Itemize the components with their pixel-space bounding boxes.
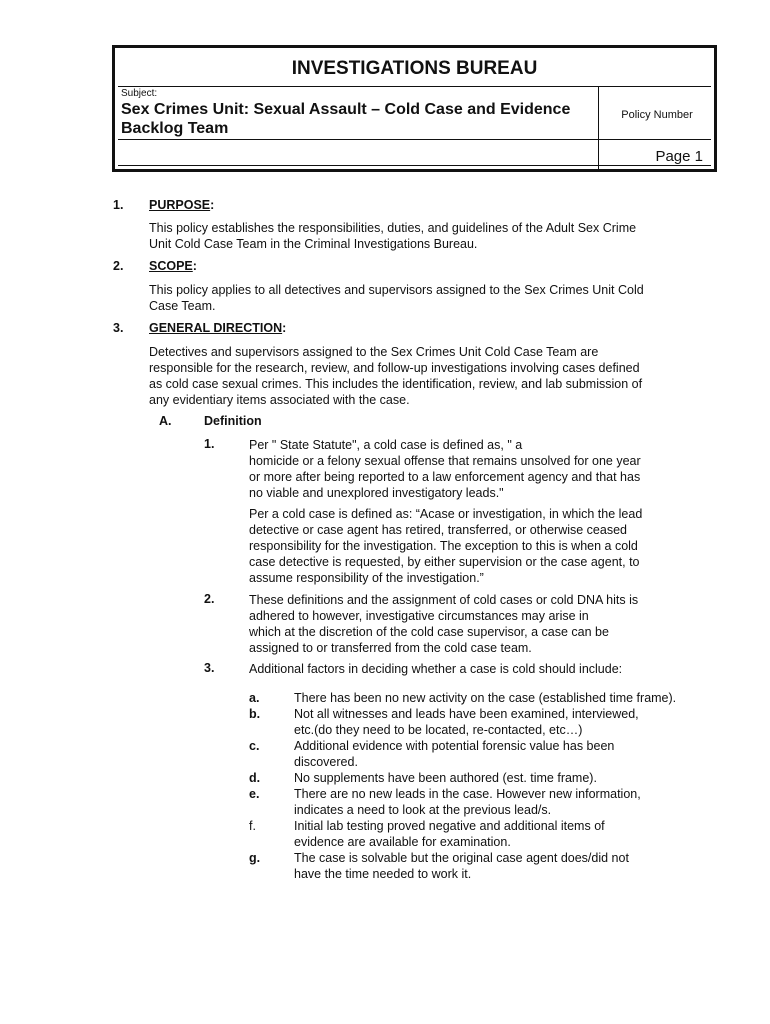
list-item xyxy=(249,738,709,770)
section-body xyxy=(149,282,644,314)
section-heading-text: GENERAL DIRECTION xyxy=(149,321,283,335)
text-line: Case Team. xyxy=(149,299,216,313)
item-number: 1. xyxy=(204,437,215,451)
text-line: No supplements have been authored (est. time frame). xyxy=(294,771,597,785)
text-line: Initial lab testing proved negative and additional items of xyxy=(294,819,605,833)
text-line: indicates a need to look at the previous lead/s. xyxy=(294,803,552,817)
list-letter: e. xyxy=(249,787,260,801)
text-line: Additional factors in deciding whether a case is cold should include: xyxy=(249,662,623,676)
list-item xyxy=(249,818,709,850)
text-line: There has been no new activity on the case (established time frame). xyxy=(294,691,677,705)
text-line: Per " State Statute", a cold case is defined as, " a xyxy=(249,438,523,452)
text-line: adhered to however, investigative circumstances may arise in xyxy=(249,609,589,623)
text-line: responsible for the research, review, and follow-up investigations involving cases defined xyxy=(149,361,640,375)
list-letter: a. xyxy=(249,691,260,705)
text-line: Unit Cold Case Team in the Criminal Investigations Bureau. xyxy=(149,237,478,251)
list-letter: g. xyxy=(249,851,261,865)
header-divider xyxy=(118,165,711,166)
policy-number-label: Policy Number xyxy=(621,109,693,121)
item-body xyxy=(249,437,641,501)
text-line: which at the discretion of the cold case supervisor, a case can be xyxy=(249,625,609,639)
list-letter: c. xyxy=(249,739,260,753)
list-item xyxy=(249,770,709,786)
item-body-continued xyxy=(249,506,642,586)
text-line: assigned to or transferred from the cold case team. xyxy=(249,641,532,655)
bureau-title: INVESTIGATIONS BUREAU xyxy=(291,58,538,79)
text-line: evidence are available for examination. xyxy=(294,835,511,849)
list-text xyxy=(294,706,639,738)
text-line: This policy establishes the responsibilities, duties, and guidelines of the Adult Sex Crime xyxy=(149,221,637,235)
text-line: etc.(do they need to be located, re-contacted, etc…) xyxy=(294,723,583,737)
text-line: any evidentiary items associated with the case. xyxy=(149,393,410,407)
item-body xyxy=(249,592,638,656)
item-number: 2. xyxy=(204,592,215,606)
text-line: discovered. xyxy=(294,755,358,769)
section-heading: PURPOSE: xyxy=(149,198,215,212)
subject-title xyxy=(121,100,591,138)
text-line: Detectives and supervisors assigned to the Sex Crimes Unit Cold Case Team are xyxy=(149,345,599,359)
section-body xyxy=(149,344,642,408)
list-item xyxy=(249,850,709,882)
list-letter: f. xyxy=(249,819,256,833)
list-text xyxy=(294,786,641,818)
text-line: have the time needed to work it. xyxy=(294,867,472,881)
item-body xyxy=(249,661,622,677)
text-line: assume responsibility of the investigation.” xyxy=(249,571,484,585)
text-line: responsibility for the investigation. The exception to this is when a cold xyxy=(249,539,638,553)
text-line: Additional evidence with potential forensic value has been xyxy=(294,739,615,753)
subject-label: Subject: xyxy=(121,88,158,99)
list-text xyxy=(294,690,676,706)
header-divider xyxy=(118,139,711,140)
section-heading: GENERAL DIRECTION: xyxy=(149,321,287,335)
list-text xyxy=(294,818,605,850)
page-number: Page 1 xyxy=(655,148,703,165)
section-heading-text: SCOPE xyxy=(149,259,193,273)
list-item xyxy=(249,706,709,738)
subject-line: Sex Crimes Unit: Sexual Assault – Cold Case and Evidence xyxy=(121,101,571,118)
list-text xyxy=(294,850,629,882)
section-body xyxy=(149,220,636,252)
text-line: The case is solvable but the original case agent does/did not xyxy=(294,851,629,865)
text-line: This policy applies to all detectives and supervisors assigned to the Sex Crimes Unit Cold xyxy=(149,283,644,297)
text-line: case detective is requested, by either supervision or the case agent, to xyxy=(249,555,640,569)
subsection-title: Definition xyxy=(204,414,262,428)
list-letter: b. xyxy=(249,707,261,721)
list-text xyxy=(294,738,614,770)
section-heading: SCOPE: xyxy=(149,259,197,273)
text-line: or more after being reported to a law enforcement agency and that has xyxy=(249,470,641,484)
list-letter: d. xyxy=(249,771,261,785)
subsection-letter: A. xyxy=(159,414,172,428)
subject-line: Backlog Team xyxy=(121,120,229,137)
text-line: There are no new leads in the case. However new information, xyxy=(294,787,641,801)
list-item xyxy=(249,786,709,818)
text-line: no viable and unexplored investigatory leads." xyxy=(249,486,504,500)
text-line: Per a cold case is defined as: “Acase or investigation, in which the lead xyxy=(249,507,643,521)
text-line: homicide or a felony sexual offense that remains unsolved for one year xyxy=(249,454,641,468)
section-number: 1. xyxy=(113,198,124,212)
item-number: 3. xyxy=(204,661,215,675)
text-line: detective or case agent has retired, transferred, or otherwise ceased xyxy=(249,523,627,537)
text-line: as cold case sexual crimes. This includes the identification, review, and lab submission of xyxy=(149,377,643,391)
text-line: Not all witnesses and leads have been examined, interviewed, xyxy=(294,707,639,721)
header-divider xyxy=(118,86,711,87)
section-number: 3. xyxy=(113,321,124,335)
section-number: 2. xyxy=(113,259,124,273)
list-item xyxy=(249,690,709,706)
list-text xyxy=(294,770,597,786)
section-heading-text: PURPOSE xyxy=(149,198,211,212)
text-line: These definitions and the assignment of cold cases or cold DNA hits is xyxy=(249,593,639,607)
factor-list xyxy=(249,690,709,882)
